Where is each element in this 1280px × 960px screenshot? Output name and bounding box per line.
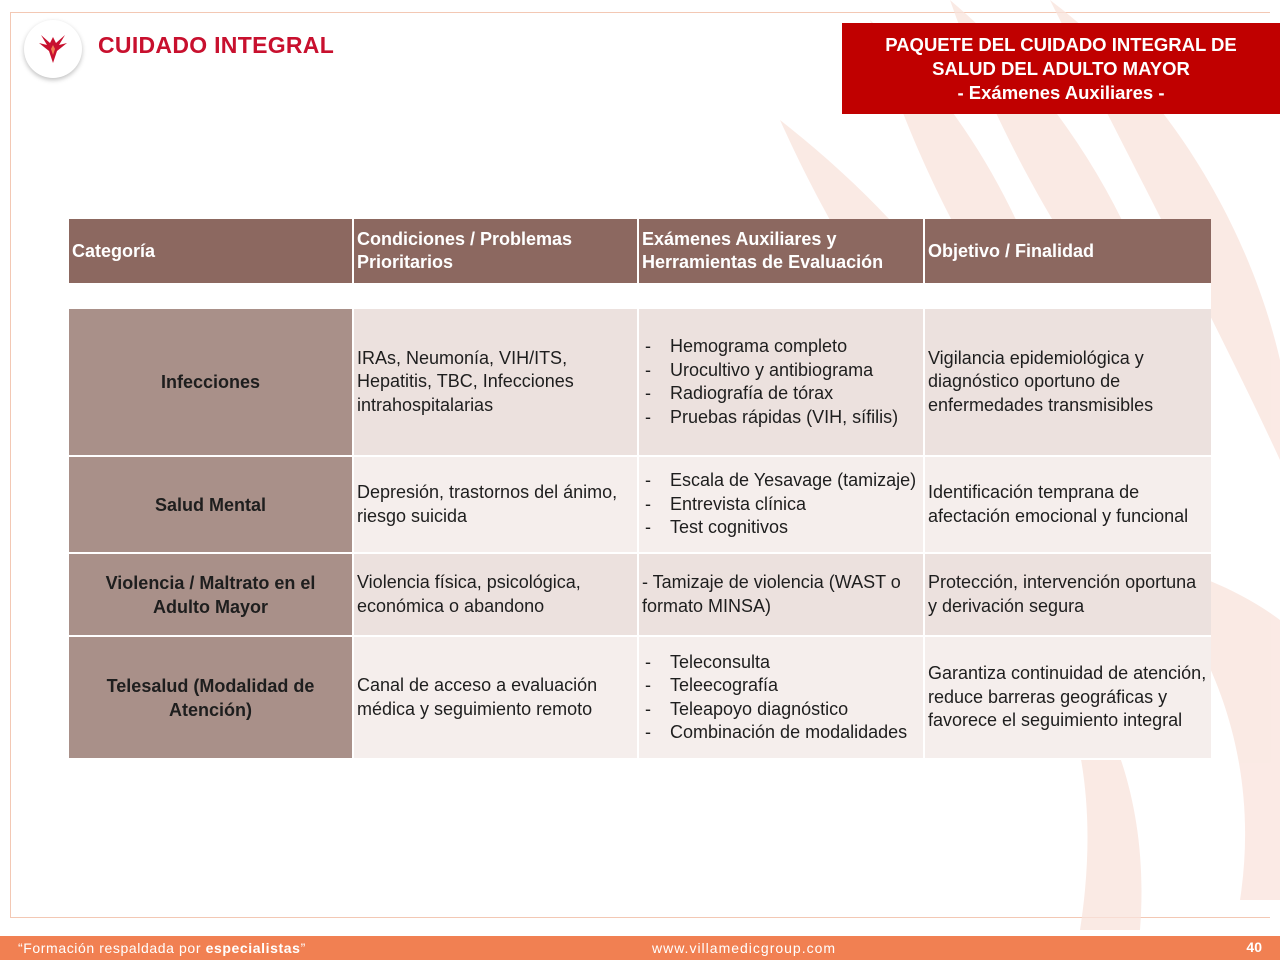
table-row: [69, 554, 1211, 637]
exam-item: - Combinación de modalidades: [642, 721, 920, 745]
row-objective: Garantiza continuidad de atención, reduce barreras geográficas y favorece el seguimiento integral: [925, 637, 1211, 760]
logo-badge: [24, 20, 82, 78]
exam-item: - Escala de Yesavage (tamizaje): [642, 469, 920, 493]
row-conditions: Depresión, trastornos del ánimo, riesgo suicida: [354, 457, 639, 554]
slide-title-line-2: SALUD DEL ADULTO MAYOR: [932, 57, 1190, 79]
slide-title-line-3: - Exámenes Auxiliares -: [957, 81, 1165, 103]
frame-left-line: [10, 12, 11, 918]
row-exams: [639, 637, 925, 760]
slogan-bold: especialistas: [205, 940, 301, 956]
exam-item: - Urocultivo y antibiograma: [642, 359, 920, 383]
header-exams: Exámenes Auxiliares y Herramientas de Evaluación: [639, 219, 925, 285]
exam-item: - Entrevista clínica: [642, 493, 920, 517]
exam-item: - Radiografía de tórax: [642, 382, 920, 406]
exam-item: - Teleapoyo diagnóstico: [642, 698, 920, 722]
slogan-prefix: “Formación respaldada por: [18, 940, 206, 956]
footer-bar: [0, 936, 1280, 960]
table-row: [69, 637, 1211, 760]
row-category: Telesalud (Modalidad de Atención): [69, 637, 354, 760]
row-conditions: Canal de acceso a evaluación médica y seguimiento remoto: [354, 637, 639, 760]
exams-table: [69, 219, 1211, 760]
slide-title-box: [842, 23, 1280, 114]
row-exams: [639, 309, 925, 457]
table-header-row: [69, 219, 1211, 285]
exam-item: - Hemograma completo: [642, 335, 920, 359]
exam-item: - Teleconsulta: [642, 651, 920, 675]
row-category: Salud Mental: [69, 457, 354, 554]
phoenix-logo-icon: [33, 29, 73, 69]
slogan-suffix: ”: [300, 940, 306, 956]
row-exams: - Tamizaje de violencia (WAST o formato MINSA): [639, 554, 925, 637]
row-objective: Identificación temprana de afectación emocional y funcional: [925, 457, 1211, 554]
table-spacer: [69, 285, 1211, 309]
brand-name: CUIDADO INTEGRAL: [98, 32, 335, 58]
footer-slogan: [18, 940, 306, 956]
header-category: Categoría: [69, 219, 354, 285]
row-conditions: Violencia física, psicológica, económica o abandono: [354, 554, 639, 637]
exam-item: - Teleecografía: [642, 674, 920, 698]
table-row: [69, 457, 1211, 554]
header-objective: Objetivo / Finalidad: [925, 219, 1211, 285]
row-category: Infecciones: [69, 309, 354, 457]
page-number: 40: [1246, 939, 1262, 955]
row-conditions: IRAs, Neumonía, VIH/ITS, Hepatitis, TBC, Infecciones intrahospitalarias: [354, 309, 639, 457]
row-category: Violencia / Maltrato en el Adulto Mayor: [69, 554, 354, 637]
header-conditions: Condiciones / Problemas Prioritarios: [354, 219, 639, 285]
row-exams: [639, 457, 925, 554]
exam-item: - Test cognitivos: [642, 516, 920, 540]
slide-title-line-1: PAQUETE DEL CUIDADO INTEGRAL DE: [885, 33, 1237, 55]
row-objective: Vigilancia epidemiológica y diagnóstico oportuno de enfermedades transmisibles: [925, 309, 1211, 457]
footer-website[interactable]: www.villamedicgroup.com: [652, 940, 837, 956]
exam-item: - Pruebas rápidas (VIH, sífilis): [642, 406, 920, 430]
table-row: [69, 309, 1211, 457]
row-objective: Protección, intervención oportuna y derivación segura: [925, 554, 1211, 637]
